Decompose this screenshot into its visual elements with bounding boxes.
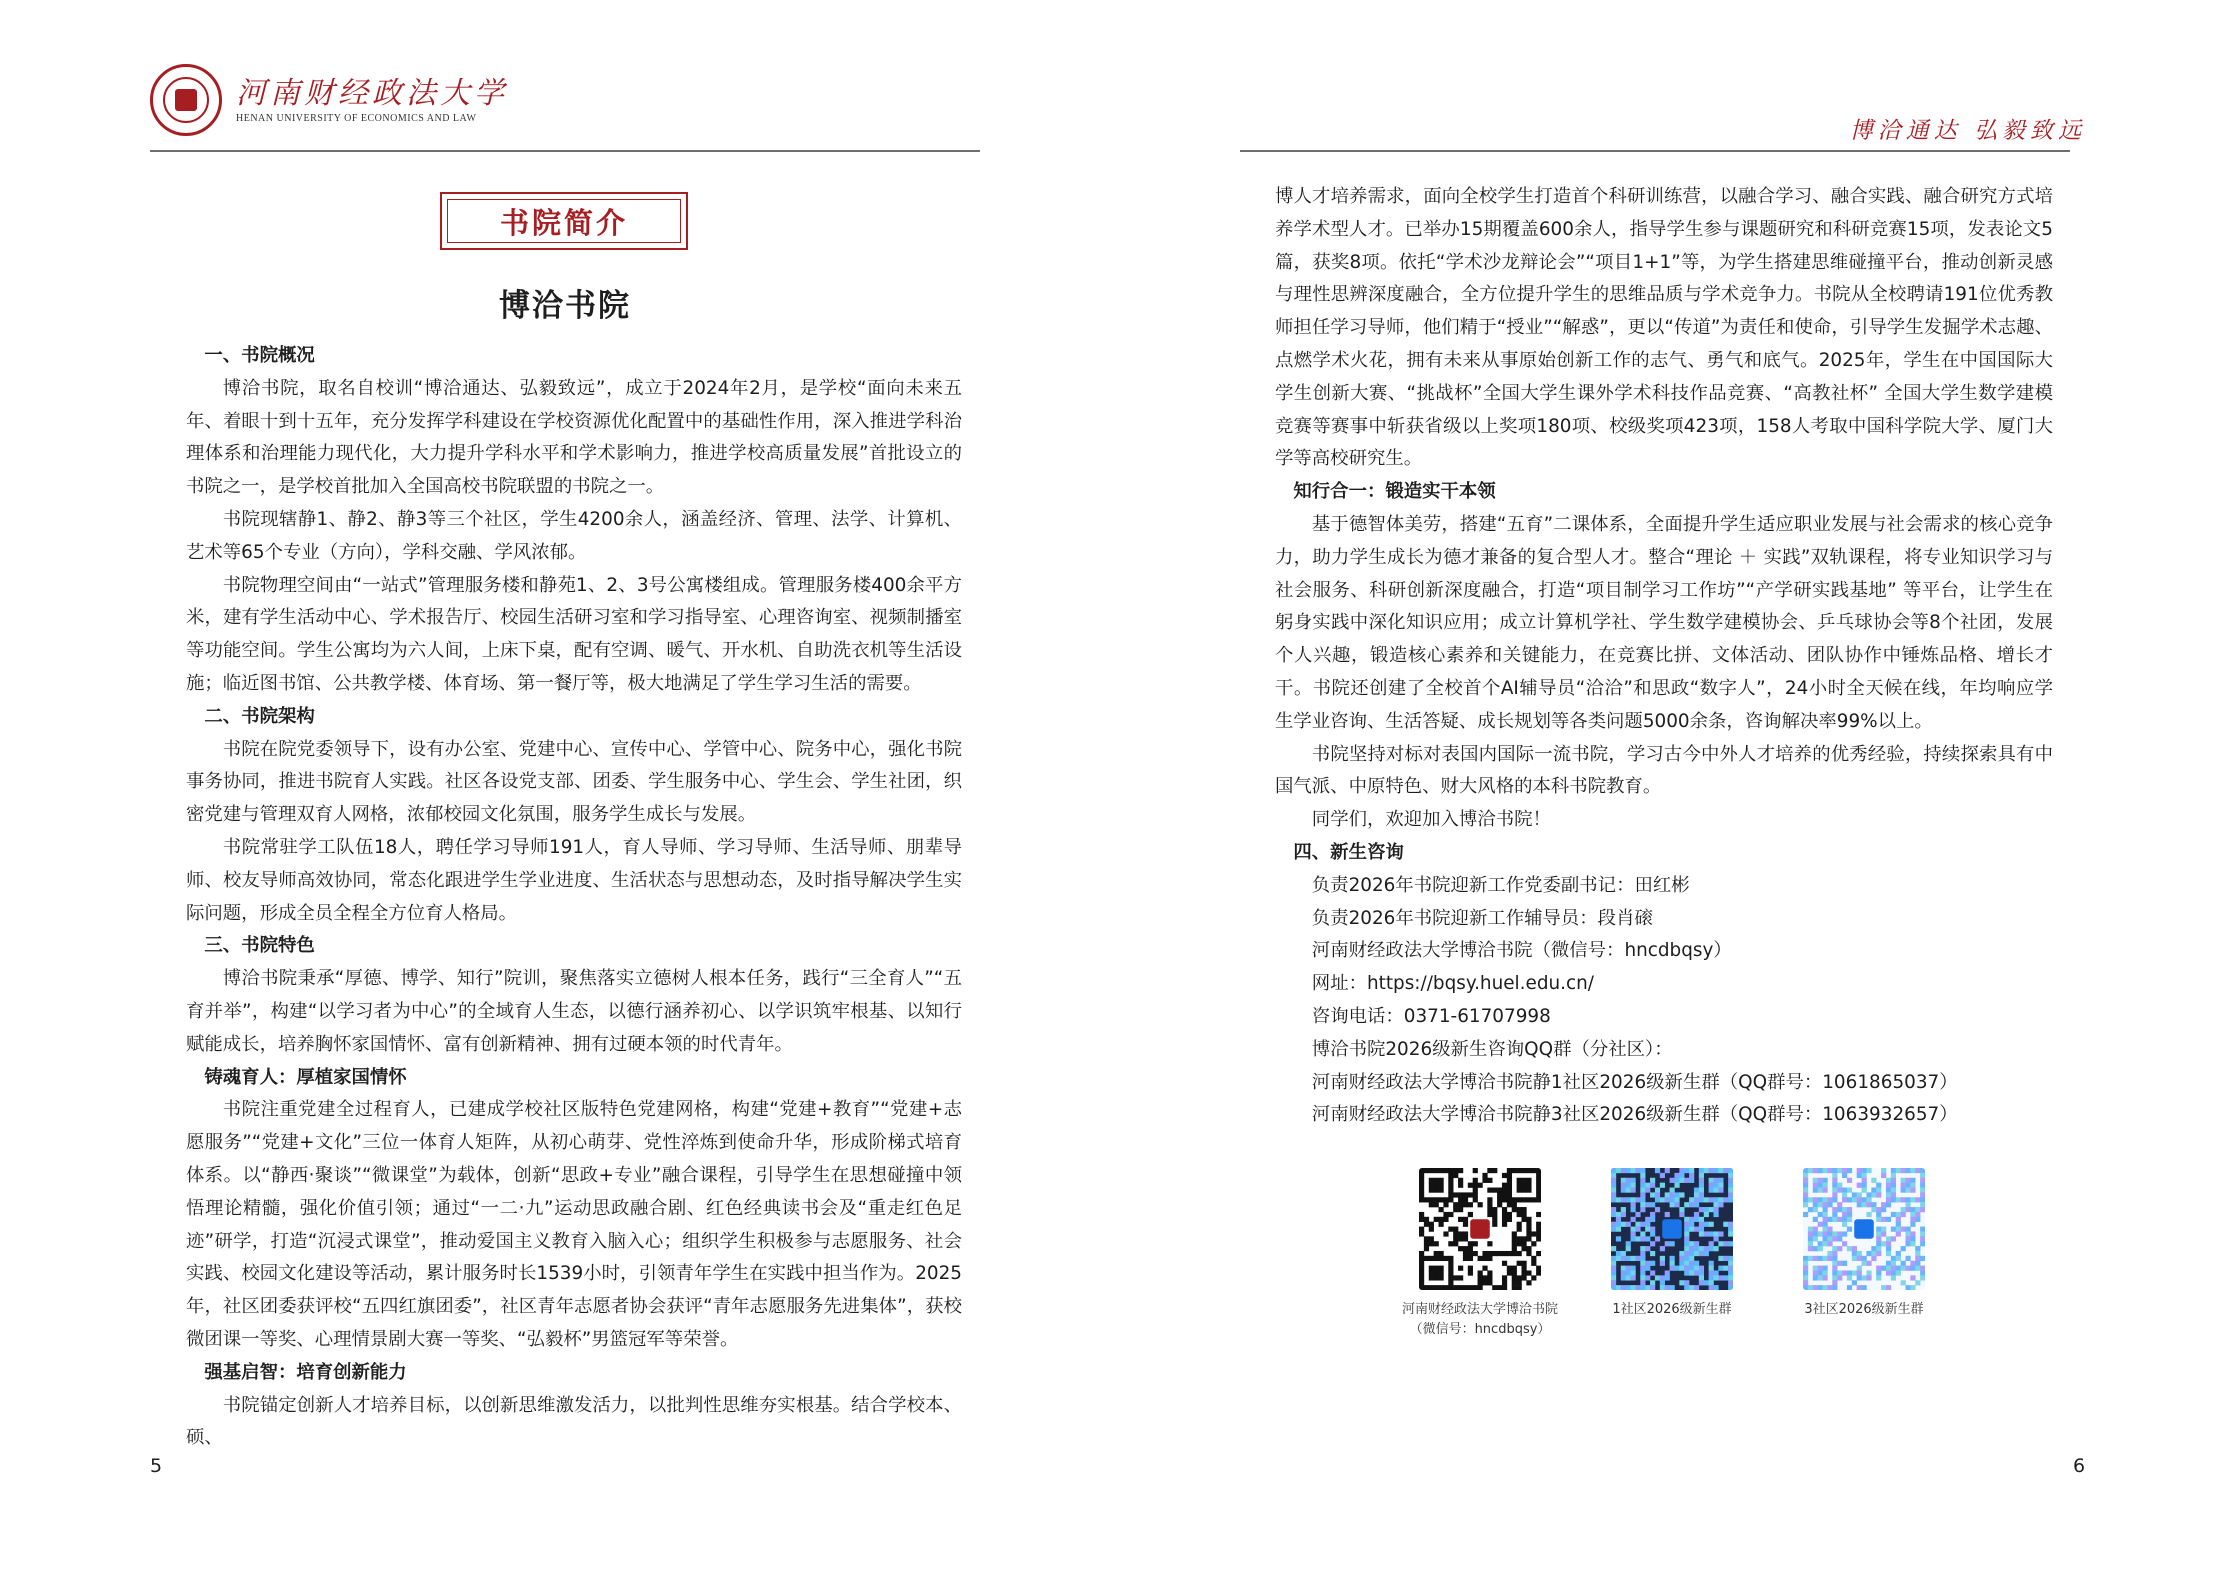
college-name: 博洽书院: [499, 288, 631, 324]
logo-chinese-name: 河南财经政法大学: [236, 75, 508, 111]
header-divider: [150, 150, 980, 152]
section-banner-text: 书院简介: [447, 199, 681, 243]
header-divider: [1240, 150, 2070, 152]
paragraph: 书院在院党委领导下，设有办公室、党建中心、宣传中心、学管中心、院务中心，强化书院事务协同，推进书院育人实践。社区各设党支部、团委、学生服务中心、学生会、学生社团，织密党建与管理双育人网格，浓郁校园文化氛围，服务学生成长与发展。: [186, 738, 962, 826]
paragraph: 博洽书院，取名自校训“博洽通达、弘毅致远”，成立于2024年2月，是学校“面向未来五年、着眼十到十五年，充分发挥学科建设在学校资源优化配置中的基础性作用，深入推进学科治理体系和治理能力现代化，大力提升学科水平和学术影响力，推进学校高质量发展”首批设立的书院之一，是学校首批加入全国高校书院联盟的书院之一。: [186, 377, 962, 498]
paragraph: 书院常驻学工队伍18人，聘任学习导师191人，育人导师、学习导师、生活导师、朋辈导师、校友导师高效协同，常态化跟进学生学业进度、生活状态与思想动态，及时指导解决学生实际问题，形成全员全程全方位育人格局。: [186, 836, 962, 924]
contact-line: 负责2026年书院迎新工作党委副书记：田红彬: [1311, 874, 1690, 896]
paragraph: 书院注重党建全过程育人，已建成学校社区版特色党建网格，构建“党建+教育”“党建+志愿服务”“党建+文化”三位一体育人矩阵，从初心萌芽、党性淬炼到使命升华，形成阶梯式培育体系。以“静西·聚谈”“微课堂”为载体，创新“思政+专业”融合课程，引导学生在思想碰撞中领悟理论精髓，强化价值引领；通过“一二·九”运动思政融合剧、红色经典读书会及“重走红色足迹”研学，打造“沉浸式课堂”，推动爱国主义教育入脑入心；组织学生积极参与志愿服务、社会实践、校园文化建设等活动，累计服务时长1539小时，引领青年学生在实践中担当作为。2025年，社区团委获评校“五四红旗团委”，社区青年志愿者协会获评“青年志愿服务先进集体”，获校微团课一等奖、心理情景剧大赛一等奖、“弘毅杯”男篮冠军等荣誉。: [186, 1099, 962, 1350]
contact-line: 河南财经政法大学博洽书院（微信号：hncdbqsy）: [1311, 940, 1732, 962]
section-heading: 四、新生咨询: [1293, 841, 1404, 863]
wechat-qr-code-icon[interactable]: [1419, 1168, 1541, 1290]
school-motto: 博洽通达 弘毅致远: [1849, 118, 2086, 144]
paragraph: 同学们，欢迎加入博洽书院！: [1311, 809, 1551, 831]
qq-group3-qr-code-icon[interactable]: [1803, 1168, 1925, 1290]
qr-caption: 河南财经政法大学博洽书院 （微信号：hncdbqsy）: [1401, 1302, 1558, 1337]
paragraph: 书院坚持对标对表国内国际一流书院，学习古今中外人才培养的优秀经验，持续探索具有中国气派、中原特色、财大风格的本科书院教育。: [1275, 743, 2053, 798]
section-heading: 二、书院架构: [204, 705, 315, 727]
section-heading: 一、书院概况: [204, 345, 315, 366]
page-number-right: 6: [2073, 1455, 2086, 1477]
qr-item-community3: [1764, 1168, 1964, 1320]
section-banner: [440, 192, 688, 250]
contact-line: 河南财经政法大学博洽书院静3社区2026级新生群（QQ群号：1063932657）: [1311, 1104, 1958, 1126]
subsection-heading: 铸魂育人：厚植家国情怀: [204, 1066, 407, 1088]
university-seal-icon: [150, 64, 222, 136]
paragraph: 书院锚定创新人才培养目标，以创新思维激发活力，以批判性思维夯实根基。结合学校本、硕、: [186, 1394, 962, 1449]
section-heading: 三、书院特色: [204, 935, 315, 957]
contact-line: 河南财经政法大学博洽书院静1社区2026级新生群（QQ群号：1061865037）: [1311, 1071, 1958, 1093]
paragraph: 书院物理空间由“一站式”管理服务楼和静苑1、2、3号公寓楼组成。管理服务楼400余平方米，建有学生活动中心、学术报告厅、校园生活研习室和学习指导室、心理咨询室、视频制播室等功能空间。学生公寓均为六人间，上床下桌，配有空调、暖气、开水机、自助洗衣机等生活设施；临近图书馆、公共教学楼、体育场、第一餐厅等，极大地满足了学生学习生活的需要。: [186, 574, 962, 694]
contact-line: 网址：https://bqsy.huel.edu.cn/: [1311, 973, 1594, 995]
paragraph: 书院现辖静1、静2、静3等三个社区，学生4200余人，涵盖经济、管理、法学、计算机、艺术等65个专业（方向），学科交融、学风浓郁。: [186, 508, 962, 563]
qr-item-wechat: [1380, 1168, 1580, 1340]
qq-group1-qr-code-icon[interactable]: [1611, 1168, 1733, 1290]
qr-item-community1: [1572, 1168, 1772, 1320]
subsection-heading: 强基启智：培育创新能力: [204, 1361, 407, 1383]
left-text-column: [186, 340, 962, 1455]
qr-caption: 1社区2026级新生群: [1612, 1302, 1732, 1317]
qr-code-row: [1380, 1168, 1980, 1338]
university-logo: [150, 64, 508, 136]
paragraph: 博洽书院秉承“厚德、博学、知行”院训，聚焦落实立德树人根本任务，践行“三全育人”“五育并举”，构建“以学习者为中心”的全域育人生态，以德行涵养初心、以学识筑牢根基、以知行赋能成长，培养胸怀家国情怀、富有创新精神、拥有过硬本领的时代青年。: [186, 968, 962, 1055]
page-number-left: 5: [150, 1455, 163, 1477]
contact-line: 咨询电话：0371-61707998: [1311, 1005, 1551, 1027]
qr-caption: 3社区2026级新生群: [1804, 1302, 1924, 1317]
right-text-column: [1275, 181, 2053, 1132]
paragraph: 博人才培养需求，面向全校学生打造首个科研训练营，以融合学习、融合实践、融合研究方式培养学术型人才。已举办15期覆盖600余人，指导学生参与课题研究和科研竞赛15项，发表论文5篇，获奖8项。依托“学术沙龙辩论会”“项目1+1”等，为学生搭建思维碰撞平台，推动创新灵感与理性思辨深度融合，全方位提升学生的思维品质与学术竞争力。书院从全校聘请191位优秀教师担任学习导师，他们精于“授业”“解惑”，更以“传道”为责任和使命，引导学生发掘学术志趣、点燃学术火花，拥有未来从事原始创新工作的志气、勇气和底气。2025年，学生在中国国际大学生创新大赛、“挑战杯”全国大学生课外学术科技作品竞赛、“高教社杯” 全国大学生数学建模竞赛等赛事中斩获省级以上奖项180项、校级奖项423项，158人考取中国科学院大学、厦门大学等高校研究生。: [1275, 186, 2053, 470]
right-page: [1110, 0, 2221, 1571]
left-page: [0, 0, 1110, 1571]
contact-line: 负责2026年书院迎新工作辅导员：段肖磙: [1311, 907, 1653, 929]
paragraph: 基于德智体美劳，搭建“五育”二课体系，全面提升学生适应职业发展与社会需求的核心竞争力，助力学生成长为德才兼备的复合型人才。整合“理论 ＋ 实践”双轨课程，将专业知识学习与社会服务、科研创新深度融合，打造“项目制学习工作坊”“产学研实践基地” 等平台，让学生在躬身实践中深化知识应用；成立计算机学社、学生数学建模协会、乒乓球协会等8个社团，发展个人兴趣，锻造核心素养和关键能力，在竞赛比拼、文体活动、团队协作中锤炼品格、增长才干。书院还创建了全校首个AI辅导员“洽洽”和思政“数字人”，24小时全天候在线，年均响应学生学业咨询、生活答疑、成长规划等各类问题5000余条，咨询解决率99%以上。: [1275, 513, 2053, 732]
logo-english-name: HENAN UNIVERSITY OF ECONOMICS AND LAW: [236, 112, 477, 124]
contact-line: 博洽书院2026级新生咨询QQ群（分社区）：: [1311, 1038, 1673, 1060]
subsection-heading: 知行合一：锻造实干本领: [1293, 481, 1496, 503]
